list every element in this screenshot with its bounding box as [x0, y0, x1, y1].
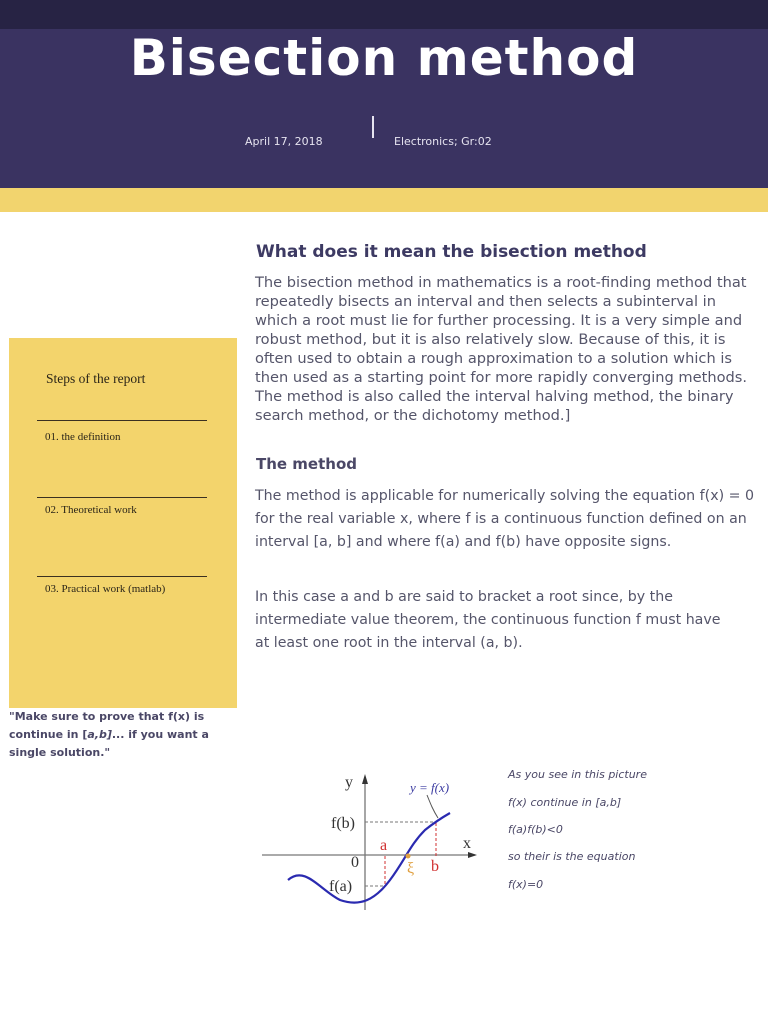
y-arrow-icon: [362, 774, 368, 784]
date: April 17, 2018: [245, 135, 323, 148]
note: f(x) continue in [a,b]: [508, 796, 622, 809]
divider: [37, 497, 207, 498]
quote: "Make sure to prove that f(x) is continue in [a,b]... if you want a single solution.": [9, 710, 209, 759]
fb-label: f(b): [331, 815, 355, 832]
step-item: 01. the definition: [45, 431, 121, 443]
group-label: Electronics; Gr:02: [394, 135, 492, 148]
intro-paragraph: The bisection method in mathematics is a root-finding method that repeatedly bisects an interval and then selects a subinterval in which a root must lie for further processing. It is a very simple and robust method, but it is also relatively slow. Because of this, it is often used to obtain a rough approximation to a solution which is then used as a starting point for more rapidly converging methods. The method is also called the interval halving method, the binary search method, or the dichotomy method.]: [255, 274, 748, 424]
divider: [37, 420, 207, 421]
subsection-heading: The method: [256, 455, 358, 473]
note: f(a)f(b)<0: [508, 823, 563, 836]
section-heading: What does it mean the bisection method: [256, 242, 647, 262]
page-title: Bisection method: [129, 29, 639, 87]
bisection-diagram: [255, 765, 485, 915]
divider: [37, 576, 207, 577]
note: f(x)=0: [508, 878, 544, 891]
accent-band: [0, 188, 768, 212]
curve-label: y = f(x): [410, 780, 450, 795]
function-curve: [288, 813, 450, 903]
xi-label: ξ: [407, 860, 415, 877]
top-bar: [0, 0, 768, 29]
steps-title: Steps of the report: [46, 371, 146, 386]
fa-label: f(a): [329, 878, 353, 895]
b-label: b: [431, 858, 439, 875]
method-paragraph: The method is applicable for numerically solving the equation f(x) = 0 for the real variable x, where f is a continuous function defined on an interval [a, b] and where f(a) and f(b) have opposite signs.: [255, 488, 755, 550]
step-item: 03. Practical work (matlab): [45, 583, 166, 595]
step-item: 02. Theoretical work: [45, 504, 137, 516]
note: so their is the equation: [508, 850, 636, 863]
x-arrow-icon: [468, 852, 477, 858]
bracket-paragraph: In this case a and b are said to bracket a root since, by the intermediate value theorem, the continuous function f must have at least one root in the interval (a, b).: [255, 589, 721, 651]
divider: [372, 116, 374, 138]
note: As you see in this picture: [508, 768, 647, 781]
x-label: x: [463, 835, 471, 852]
zero-label: 0: [351, 854, 359, 871]
a-label: a: [380, 837, 388, 854]
y-label: y: [345, 774, 353, 791]
steps-panel: [9, 338, 237, 708]
